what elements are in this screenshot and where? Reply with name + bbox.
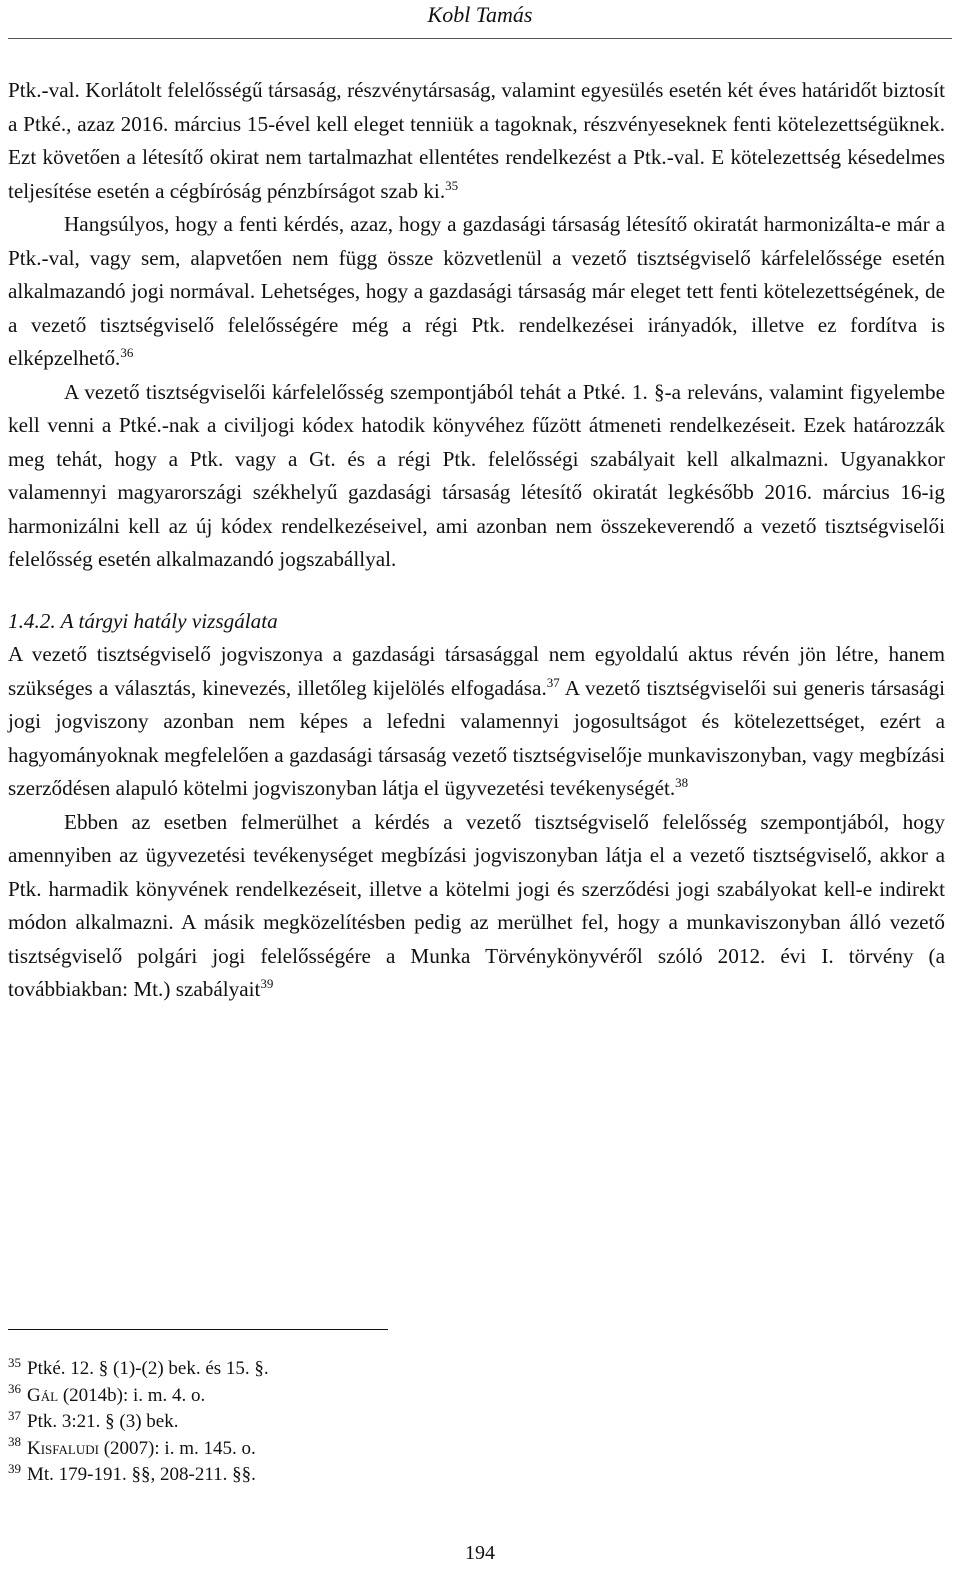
paragraph-4: A vezető tisztségviselő jogviszonya a gazdasági társasággal nem egyoldalú aktus révén jön létre, hanem szükséges a választás, kinevezés, illetőleg kijelölés elfogadása.$^{37}$ A vezető tisztségviselői sui generis társasági jogi jogviszony azonban nem képes a lefedni valamennyi jogosultságot és kötelezettséget, ezért a hagyományoknak megfelelően a gazdasági társaság vezető tisztségviselője munkaviszonyban, vagy megbízási szerződésen alapuló kötelmi jogviszonyban látja el ügyvezetési tevékenységét.$^{38}$ — [8, 642, 945, 800]
footnote-ref-38[interactable]: 38 — [675, 774, 689, 790]
footnote-39: $^{39}$ Mt. 179-191. §§, 208-211. §§. — [8, 1460, 256, 1485]
paragraph-3: A vezető tisztségviselői kárfelelősség szempontjából tehát a Ptké. 1. §-a releváns, valamint figyelembe kell venni a Ptké.-nak a civiljogi kódex hatodik könyvéhez fűzött átmeneti rendelkezéseit. Ezek határozzák meg tehát, hogy a Ptk. vagy a Gt. és a régi Ptk. felelősségi szabályait kell alkalmazni. Ugyanakkor valamennyi magyarországi székhelyű gazdasági társaság létesítő okiratát legkésőbb 2016. március 16-ig harmonizálni kell az új kódex rendelkezéseivel, ami azonban nem összekeverendő a vezető tisztségviselői felelősség esetén alkalmazandó jogszabállyal. — [8, 379, 945, 571]
section-heading: 1.4.2. A tárgyi hatály vizsgálata — [8, 608, 278, 633]
footnote-divider — [8, 1329, 388, 1330]
footnote-36: $^{36}$ Gál (2014b): i. m. 4. o. — [8, 1381, 206, 1406]
running-header — [0, 0, 960, 36]
footnote-37: $^{37}$ Ptk. 3:21. § (3) bek. — [8, 1407, 179, 1432]
footnotes — [8, 1356, 908, 1489]
footnote-ref-37[interactable]: 37 — [546, 674, 560, 690]
footnote-38: $^{38}$ Kisfaludi (2007): i. m. 145. o. — [8, 1434, 256, 1459]
paragraph-1: Ptk.-val. Korlátolt felelősségű társaság, részvénytársaság, valamint egyesülés esetén két éves határidőt biztosít a Ptké., azaz 2016. március 15-ével kell eleget tenniük a tagoknak, részvényeseknek fenti kötelezettségüknek. Ezt követően a létesítő okirat nem tartalmazhat ellentétes rendelkezést a Ptk.-val. E kötelezettség késedelmes teljesítése esetén a cégbíróság pénzbírságot szab ki.$^{35}$ — [8, 78, 945, 203]
paragraph-5: Ebben az esetben felmerülhet a kérdés a vezető tisztségviselő felelősség szempontjából, hogy amennyiben az ügyvezetési tevékenységet megbízási jogviszonyban látja el a vezető tisztségviselő, akkor a Ptk. harmadik könyvének rendelkezéseit, illetve a kötelmi jogi és szerződési jogi szabályokat kell-e indirekt módon alkalmazni. A másik megközelítésben pedig az merülhet fel, hogy a munkaviszonyban álló vezető tisztségviselő polgári jogi felelősségére a Munka Törvénykönyvéről szóló 2012. évi I. törvény (a továbbiakban: Mt.) szabályait$^{39}$ — [8, 809, 945, 1001]
header-author: Kobl Tamás — [427, 2, 533, 27]
footnote-ref-35[interactable]: 35 — [445, 177, 459, 193]
footnote-ref-39[interactable]: 39 — [260, 975, 274, 991]
footnote-ref-36[interactable]: 36 — [120, 344, 134, 360]
header-divider — [8, 38, 952, 39]
page-number: 194 — [465, 1542, 495, 1564]
paragraph-2: Hangsúlyos, hogy a fenti kérdés, azaz, hogy a gazdasági társaság létesítő okiratát harmonizálta-e már a Ptk.-val, vagy sem, alapvetően nem függ össze közvetlenül a vezető tisztségviselő kárfelelőssége esetén alkalmazandó jogi normával. Lehetséges, hogy a gazdasági társaság már eleget tett fenti kötelezettségének, de a vezető tisztségviselő felelősségére még a régi Ptk. rendelkezései irányadók, illetve ez fordítva is elképzelhető.$^{36}$ — [8, 212, 945, 370]
main-text — [8, 74, 945, 1007]
footnote-35: $^{35}$ Ptké. 12. § (1)-(2) bek. és 15. §. — [8, 1354, 269, 1379]
